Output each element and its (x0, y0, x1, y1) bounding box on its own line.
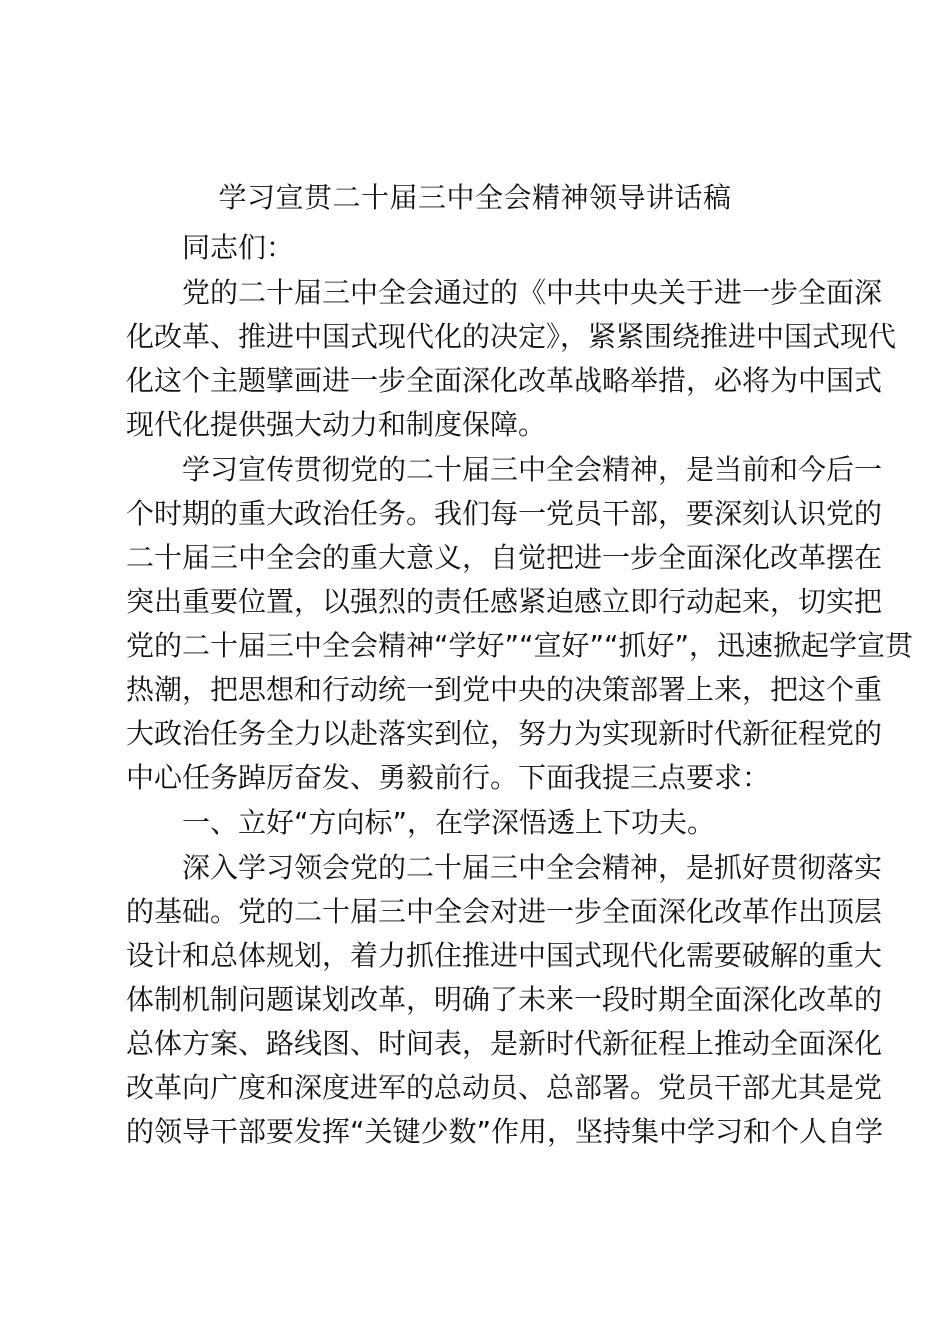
section-heading-1: 一、立好“方向标”，在学深悟透上下功夫。 (182, 806, 716, 839)
paragraph-1-line-2: 化改革、推进中国式现代化的决定》，紧紧围绕推进中国式现代 (126, 320, 897, 353)
document-title: 学习宣贯二十届三中全会精神领导讲话稿 (218, 181, 732, 214)
paragraph-3-line-6: 改革向广度和深度进军的总动员、总部署。党员干部尤其是党 (126, 1071, 883, 1104)
paragraph-1-line-3: 化这个主题擘画进一步全面深化改革战略举措，必将为中国式 (126, 364, 883, 397)
paragraph-2-line-2: 个时期的重大政治任务。我们每一党员干部，要深刻认识党的 (126, 497, 883, 530)
paragraph-1-line-1: 党的二十届三中全会通过的《中共中央关于进一步全面深 (182, 276, 883, 309)
paragraph-3-line-5: 总体方案、路线图、时间表，是新时代新征程上推动全面深化 (126, 1027, 883, 1060)
paragraph-2-line-7: 大政治任务全力以赴落实到位，努力为实现新时代新征程党的 (126, 717, 883, 750)
paragraph-2-line-6: 热潮，把思想和行动统一到党中央的决策部署上来，把这个重 (126, 673, 883, 706)
paragraph-3-line-3: 设计和总体规划，着力抓住推进中国式现代化需要破解的重大 (126, 939, 883, 972)
paragraph-3-line-4: 体制机制问题谋划改革，明确了未来一段时期全面深化改革的 (126, 983, 883, 1016)
paragraph-2-line-5: 党的二十届三中全会精神“学好”“宣好”“抓好”，迅速掀起学宣贯 (126, 629, 914, 662)
paragraph-2-line-3: 二十届三中全会的重大意义，自觉把进一步全面深化改革摆在 (126, 541, 883, 574)
paragraph-3-line-2: 的基础。党的二十届三中全会对进一步全面深化改革作出顶层 (126, 895, 883, 928)
paragraph-2-line-4: 突出重要位置，以强烈的责任感紧迫感立即行动起来，切实把 (126, 585, 883, 618)
salutation: 同志们： (182, 231, 295, 264)
paragraph-2-line-1: 学习宣传贯彻党的二十届三中全会精神，是当前和今后一 (182, 453, 883, 486)
paragraph-1-line-4: 现代化提供强大动力和制度保障。 (126, 408, 547, 441)
paragraph-2-line-8: 中心任务踔厉奋发、勇毅前行。下面我提三点要求： (126, 761, 771, 794)
paragraph-3-line-7: 的领导干部要发挥“关键少数”作用，坚持集中学习和个人自学 (126, 1115, 884, 1148)
paragraph-3-line-1: 深入学习领会党的二十届三中全会精神，是抓好贯彻落实 (182, 851, 883, 884)
